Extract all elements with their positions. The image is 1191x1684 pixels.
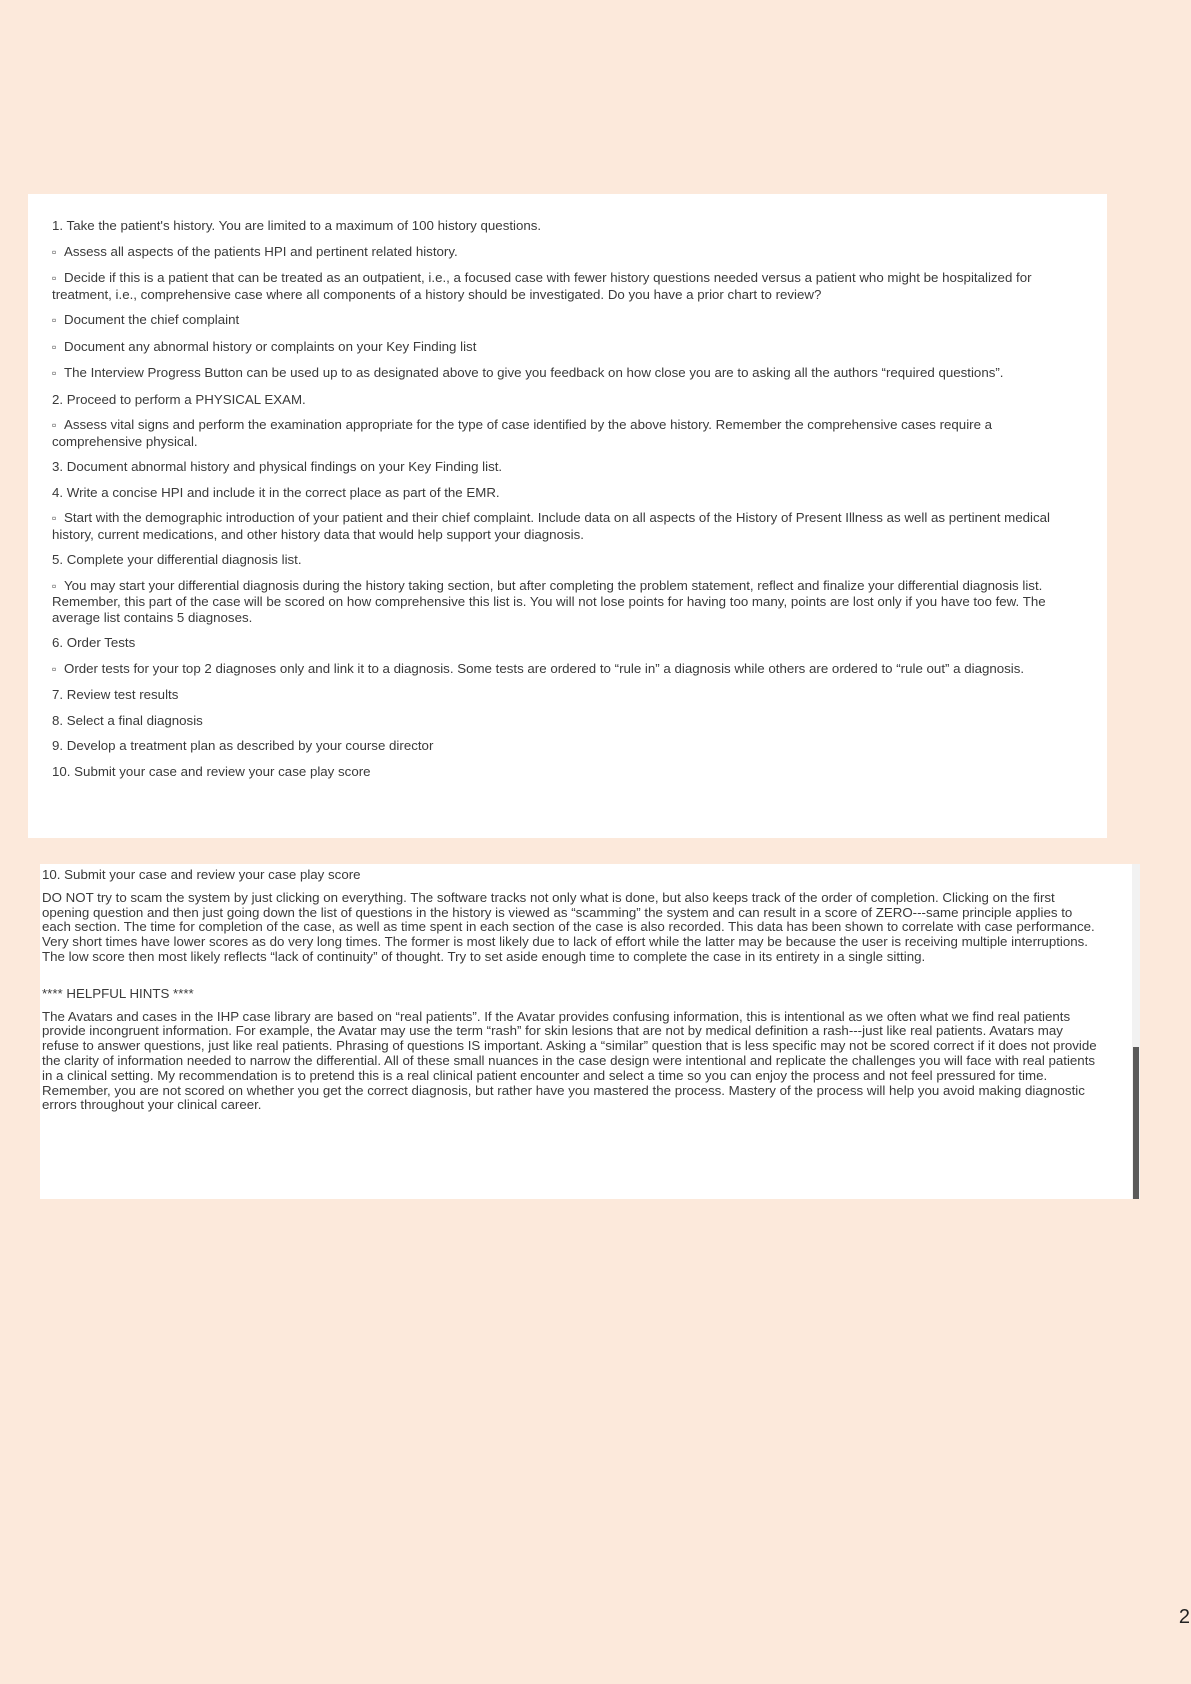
step-text: 2. Proceed to perform a PHYSICAL EXAM. [52, 391, 306, 407]
step-text: 10. Submit your case and review your case play score [52, 763, 371, 779]
notes-warning: DO NOT try to scam the system by just clicking on everything. The software tracks not only what is done, but also keeps track of the order of completion. Clicking on the first opening question and then just going down the list of questions in the history is viewed as “scamming” the system and can result in a score of ZERO---same principle applies to each section. The time for completion of the case, as well as time spent in each section of the case is also recorded. This data has been shown to correlate with case performance. Very short times have lower scores as do very long times. The former is most likely due to lack of effort while the latter may be because the user is receiving multiple interruptions. The low score then most likely reflects “lack of continuity” of thought. Try to set aside enough time to complete the case in its entirety in a single sitting. [42, 889, 1095, 964]
step-item [52, 687, 1085, 703]
step-text: 6. Order Tests [52, 635, 136, 650]
step-item [52, 552, 1085, 568]
step-text: Order tests for your top 2 diagnoses only and link it to a diagnosis. Some tests are ordered to “rule in” a diagnosis while others are ordered to “rule out” a diagnosis. [64, 660, 1025, 676]
helpful-hints-body: The Avatars and cases in the IHP case library are based on “real patients”. If the Avatar provides confusing information, this is intentional as we often what we find real patients provide incongruent information. For example, the Avatar may use the term “rash” for skin lesions that are not by medical definition a rash---just like real patients. Avatars may refuse to answer questions, just like real patients. Phrasing of questions IS important. Asking a “similar” question that is less specific may not be scored correct if it does not provide the clarity of information needed to narrow the differential. All of these small nuances in the case design were intentional and replicate the challenges you will face with real patients in a clinical setting. My recommendation is to pretend this is a real clinical patient encounter and select a time so you can enjoy the process and not feel pressured for time. Remember, you are not scored on whether you get the correct diagnosis, but rather have you mastered the process. Mastery of the process will help you avoid making diagnostic errors throughout your clinical career. [42, 1008, 1097, 1113]
notes-scrollbar-track[interactable] [1132, 864, 1140, 1199]
page-number: 2 [1178, 1606, 1190, 1628]
notes-heading: 10. Submit your case and review your case play score [42, 867, 361, 882]
step-subitem [52, 661, 1085, 678]
step-item [52, 392, 1085, 408]
step-text: Document any abnormal history or complaints on your Key Finding list [64, 338, 477, 354]
step-text: You may start your differential diagnosis during the history taking section, but after completing the problem statement, reflect and finalize your differential diagnosis list. Remember, this part of the case will be scored on how comprehensive this list is. You will not lose points for having too many, points are lost only if you have too few. The average list contains 5 diagnoses. [52, 577, 1046, 625]
step-text: Assess vital signs and perform the examination appropriate for the type of case identified by the above history. Remember the comprehensive cases require a comprehensive physical. [52, 417, 993, 449]
step-subitem [52, 244, 1085, 261]
step-text: 4. Write a concise HPI and include it in the correct place as part of the EMR. [52, 484, 500, 500]
sub-bullet-icon: ▫ [52, 366, 57, 380]
step-subitem [52, 510, 1085, 542]
sub-bullet-icon: ▫ [52, 244, 57, 259]
sub-bullet-icon: ▫ [52, 271, 57, 285]
steps-panel [28, 194, 1107, 838]
step-text: The Interview Progress Button can be used up to as designated above to give you feedback on how close you are to asking all the authors “required questions”. [64, 365, 1004, 380]
step-text: 3. Document abnormal history and physical findings on your Key Finding list. [52, 459, 503, 474]
step-item [52, 764, 1085, 780]
step-item [52, 713, 1085, 729]
sub-bullet-icon: ▫ [52, 511, 57, 525]
step-item [52, 635, 1085, 651]
sub-bullet-icon: ▫ [52, 418, 57, 432]
step-text: 1. Take the patient's history. You are limited to a maximum of 100 history questions. [52, 218, 542, 233]
step-item [52, 218, 1085, 234]
sub-bullet-icon: ▫ [52, 661, 57, 676]
sub-bullet-icon: ▫ [52, 578, 57, 593]
step-subitem [52, 312, 1085, 329]
notes-panel[interactable] [40, 864, 1140, 1199]
step-subitem [52, 365, 1085, 382]
helpful-hints-title: **** HELPFUL HINTS **** [42, 985, 194, 1001]
step-subitem [52, 578, 1085, 626]
sub-bullet-icon: ▫ [52, 339, 57, 354]
step-subitem [52, 270, 1085, 302]
step-text: 7. Review test results [52, 687, 179, 702]
sub-bullet-icon: ▫ [52, 313, 57, 327]
step-text: 9. Develop a treatment plan as described by your course director [52, 738, 434, 753]
step-subitem [52, 417, 1085, 449]
notes-scrollbar-thumb[interactable] [1133, 1047, 1139, 1199]
step-text: 5. Complete your differential diagnosis list. [52, 552, 302, 567]
step-text: Assess all aspects of the patients HPI and pertinent related history. [64, 243, 458, 259]
step-subitem [52, 339, 1085, 356]
step-text: Decide if this is a patient that can be treated as an outpatient, i.e., a focused case with fewer history questions needed versus a patient who might be hospitalized for treatment, i.e., comprehensive case where all components of a history should be investigated. Do you have a prior chart to review? [52, 270, 1032, 302]
step-text: 8. Select a final diagnosis [52, 712, 203, 728]
step-item [52, 485, 1085, 501]
step-text: Document the chief complaint [64, 312, 240, 327]
step-item [52, 459, 1085, 475]
step-item [52, 738, 1085, 754]
step-text: Start with the demographic introduction of your patient and their chief complaint. Include data on all aspects of the History of Present Illness as well as pertinent medical history, current medications, and other history data that would help support your diagnosis. [52, 510, 1050, 542]
